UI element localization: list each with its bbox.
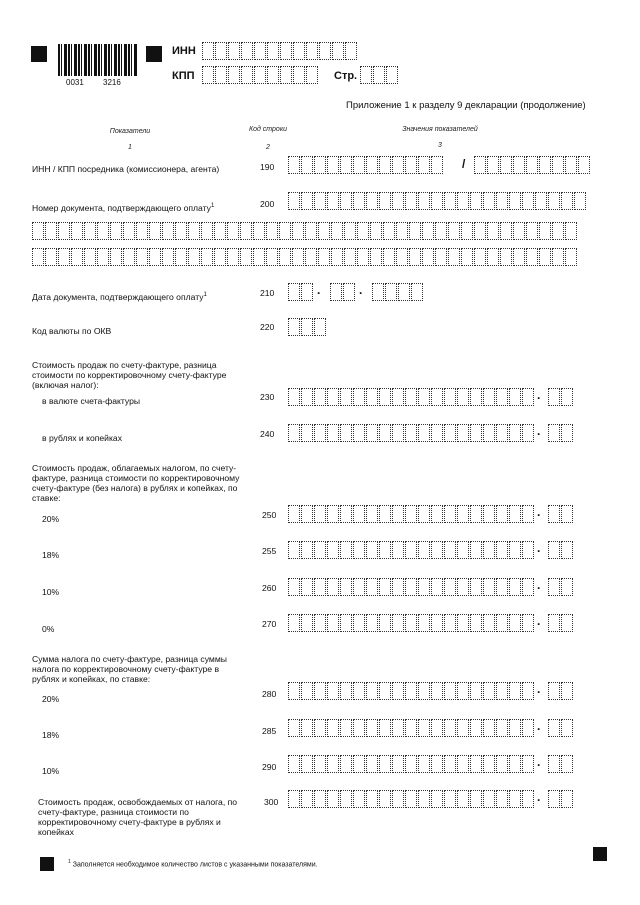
corner-marker — [31, 46, 47, 62]
inn-agent-field[interactable] — [288, 156, 444, 176]
row-290-label: 10% — [42, 766, 60, 776]
corner-marker — [40, 857, 54, 871]
group-sales-incl-tax-label: Стоимость продаж по счету-фактуре, разница стоимости по корректировочному счету-фактуре (включая налог): — [32, 360, 227, 390]
row-250-code: 250 — [262, 510, 277, 520]
sales-rub-amount-field[interactable] — [288, 424, 535, 444]
row-285-code: 285 — [262, 726, 277, 736]
sales-currency-kopecks-field[interactable] — [548, 388, 574, 408]
tax-amount-18-field[interactable] — [288, 719, 535, 739]
decimal-dot: . — [537, 578, 541, 592]
taxable-sales-18-kopecks-field[interactable] — [548, 541, 574, 561]
row-285-label: 18% — [42, 730, 60, 740]
footnote: $^1$ Заполняется необходимое количество листов с указанными показателями. — [68, 859, 318, 869]
tax-amount-10-kopecks-field[interactable] — [548, 755, 574, 775]
decimal-dot: . — [537, 719, 541, 733]
group-tax-amount-label: Сумма налога по счету-фактуре, разница суммы налога по корректировочному счету-фактуре в рублях и копейках, по ставке: — [32, 654, 227, 684]
barcode — [58, 44, 138, 76]
kpp-agent-field[interactable] — [474, 156, 591, 176]
tax-amount-18-kopecks-field[interactable] — [548, 719, 574, 739]
slash-separator: / — [462, 157, 466, 171]
column-number-3: 3 — [438, 142, 442, 149]
row-270-label: 0% — [42, 624, 55, 634]
corner-marker — [146, 46, 162, 62]
date-dot: . — [317, 283, 321, 297]
taxable-sales-0-field[interactable] — [288, 614, 535, 634]
row-260-code: 260 — [262, 583, 277, 593]
page-title: Приложение 1 к разделу 9 декларации (продолжение) — [346, 100, 586, 111]
decimal-dot: . — [537, 790, 541, 804]
row-300-code: 300 — [264, 797, 279, 807]
barcode-number-left: 0031 — [66, 78, 84, 87]
row-255-label: 18% — [42, 550, 60, 560]
column-header-indicators: Показатели — [109, 128, 151, 135]
page-field[interactable] — [360, 66, 399, 86]
exempt-sales-field[interactable] — [288, 790, 535, 810]
column-number-2: 2 — [266, 144, 270, 151]
row-230-code: 230 — [260, 392, 275, 402]
row-300-label: Стоимость продаж, освобождаемых от налога, по счету-фактуре, разница стоимости по корректировочному счету-фактуре в рублях и копейках — [38, 797, 238, 837]
decimal-dot: . — [537, 541, 541, 555]
kpp-field[interactable] — [202, 66, 319, 86]
inn-label: ИНН — [172, 45, 196, 57]
taxable-sales-0-kopecks-field[interactable] — [548, 614, 574, 634]
taxable-sales-18-field[interactable] — [288, 541, 535, 561]
row-280-code: 280 — [262, 689, 277, 699]
taxable-sales-10-kopecks-field[interactable] — [548, 578, 574, 598]
row-210-code: 210 — [260, 288, 275, 298]
payment-doc-day-field[interactable] — [288, 283, 314, 303]
row-280-label: 20% — [42, 694, 60, 704]
row-200-label: Номер документа, подтверждающего оплату$^1$ — [32, 202, 215, 213]
taxable-sales-20-kopecks-field[interactable] — [548, 505, 574, 525]
decimal-dot: . — [537, 424, 541, 438]
currency-code-field[interactable] — [288, 318, 327, 338]
row-290-code: 290 — [262, 762, 277, 772]
decimal-dot: . — [537, 505, 541, 519]
row-190-code: 190 — [260, 162, 275, 172]
decimal-dot: . — [537, 755, 541, 769]
row-240-label: в рублях и копейках — [42, 433, 122, 443]
inn-field[interactable] — [202, 42, 358, 62]
sales-currency-amount-field[interactable] — [288, 388, 535, 408]
exempt-sales-kopecks-field[interactable] — [548, 790, 574, 810]
taxable-sales-10-field[interactable] — [288, 578, 535, 598]
group-taxable-sales-label: Стоимость продаж, облагаемых налогом, по счету-фактуре, разница стоимости по корректировочному счету-фактуре (без налога) в рублях и копейках, по ставке: — [32, 463, 240, 503]
payment-doc-number-field-2[interactable] — [32, 222, 578, 242]
row-200-code: 200 — [260, 199, 275, 209]
row-220-code: 220 — [260, 322, 275, 332]
row-255-code: 255 — [262, 546, 277, 556]
row-190-label: ИНН / КПП посредника (комиссионера, агента) — [32, 164, 220, 174]
corner-marker — [593, 847, 607, 861]
tax-amount-10-field[interactable] — [288, 755, 535, 775]
row-220-label: Код валюты по ОКВ — [32, 326, 112, 336]
row-240-code: 240 — [260, 429, 275, 439]
payment-doc-number-field-3[interactable] — [32, 248, 578, 268]
decimal-dot: . — [537, 388, 541, 402]
row-260-label: 10% — [42, 587, 60, 597]
row-230-label: в валюте счета-фактуры — [42, 396, 141, 406]
row-250-label: 20% — [42, 514, 60, 524]
row-270-code: 270 — [262, 619, 277, 629]
column-header-code: Код строки — [248, 126, 288, 133]
kpp-label: КПП — [172, 70, 195, 82]
column-header-values: Значения показателей — [402, 126, 478, 133]
barcode-number-right: 3216 — [103, 78, 121, 87]
tax-amount-20-field[interactable] — [288, 682, 535, 702]
decimal-dot: . — [537, 614, 541, 628]
row-210-label: Дата документа, подтверждающего оплату$^1$ — [32, 291, 207, 302]
payment-doc-year-field[interactable] — [372, 283, 424, 303]
date-dot: . — [359, 283, 363, 297]
tax-amount-20-kopecks-field[interactable] — [548, 682, 574, 702]
taxable-sales-20-field[interactable] — [288, 505, 535, 525]
payment-doc-number-field-1[interactable] — [288, 192, 587, 212]
decimal-dot: . — [537, 682, 541, 696]
column-number-1: 1 — [128, 144, 132, 151]
payment-doc-month-field[interactable] — [330, 283, 356, 303]
sales-rub-kopecks-field[interactable] — [548, 424, 574, 444]
page-label: Стр. — [334, 70, 358, 82]
